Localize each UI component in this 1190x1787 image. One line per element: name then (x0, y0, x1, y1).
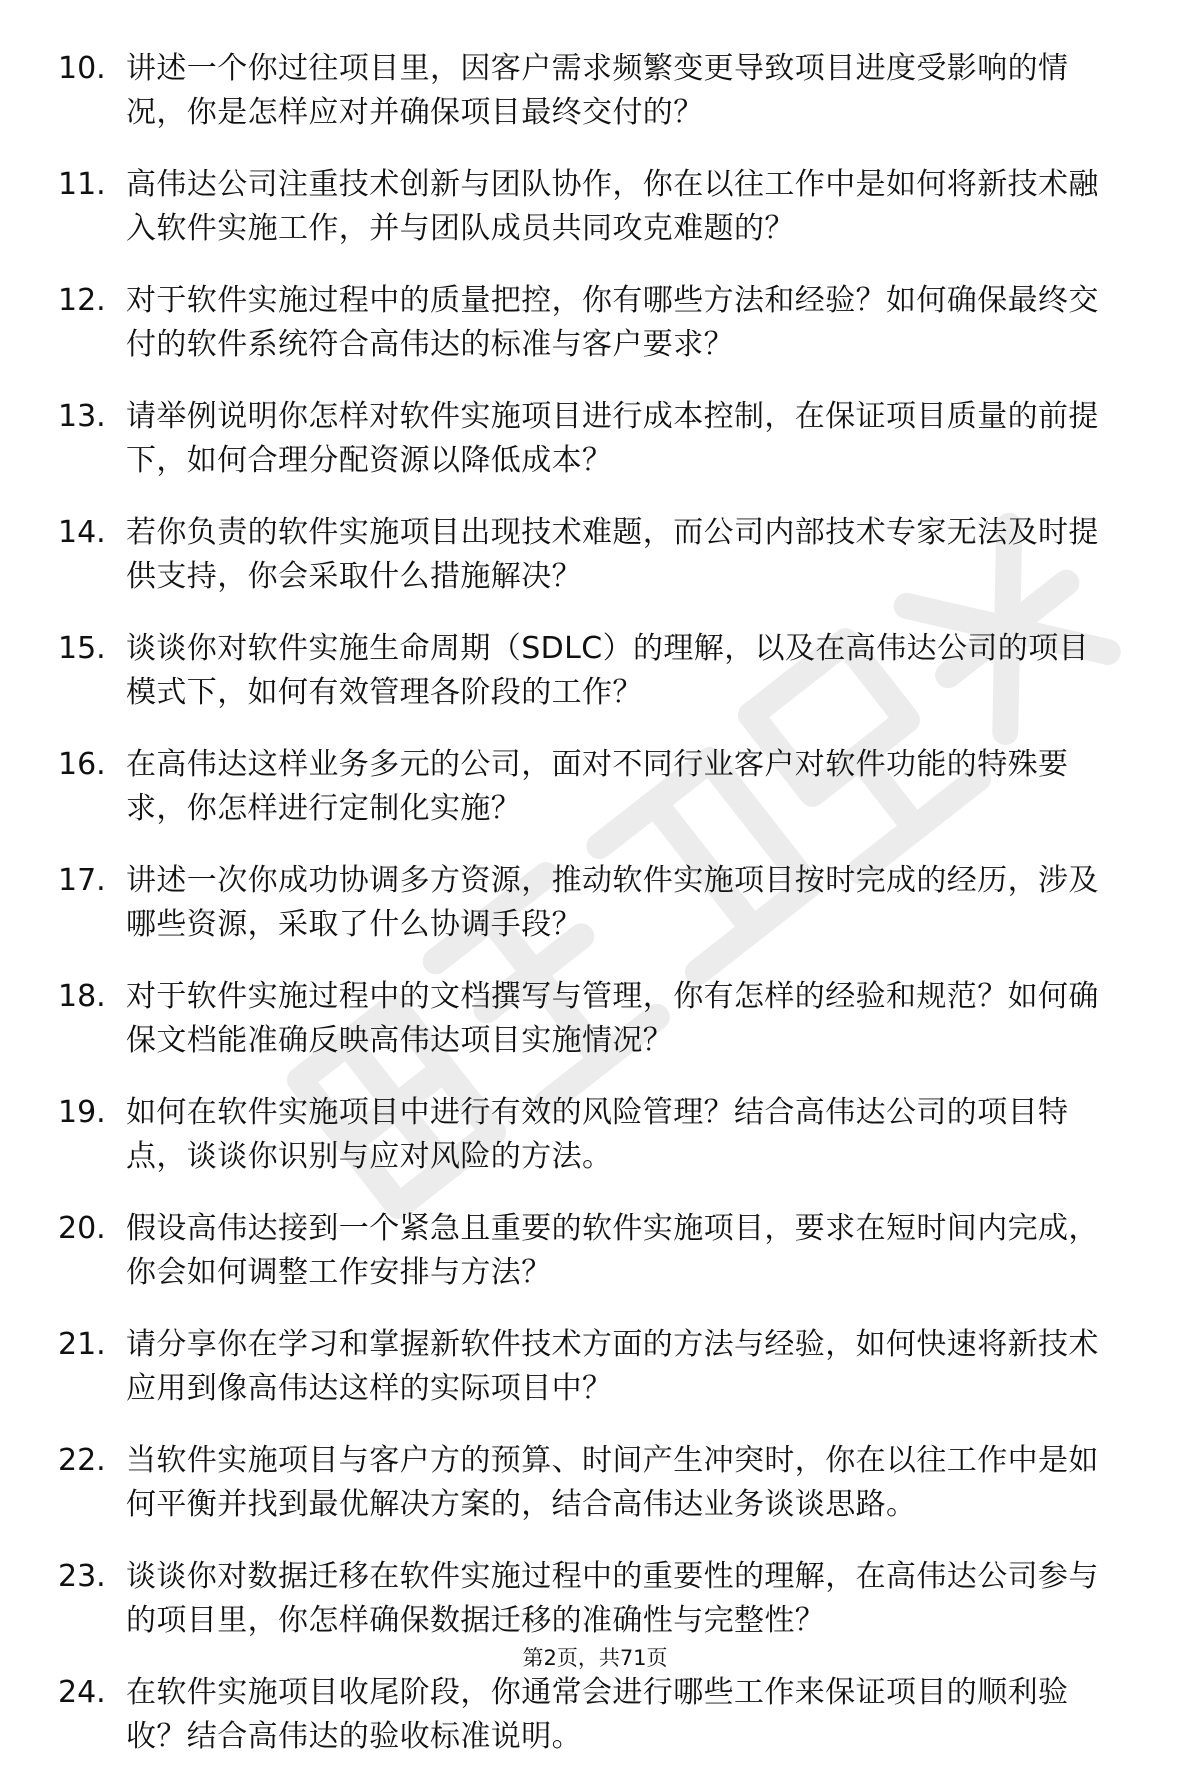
question-text: 当软件实施项目与客户方的预算、时间产生冲突时，你在以往工作中是如何平衡并找到最优解决方案的，结合高伟达业务谈谈思路。 (126, 1443, 1099, 1522)
question-text: 假设高伟达接到一个紧急且重要的软件实施项目，要求在短时间内完成，你会如何调整工作安排与方法？ (126, 1211, 1099, 1290)
question-item (58, 395, 1118, 483)
question-number: 17. (58, 863, 106, 898)
question-text: 若你负责的软件实施项目出现技术难题，而公司内部技术专家无法及时提供支持，你会采取什么措施解决？ (126, 515, 1099, 594)
question-item (58, 163, 1118, 251)
question-item (58, 1091, 1118, 1179)
question-text: 请举例说明你怎样对软件实施项目进行成本控制，在保证项目质量的前提下，如何合理分配资源以降低成本？ (126, 399, 1099, 478)
question-number: 16. (58, 747, 106, 782)
question-text: 对于软件实施过程中的文档撰写与管理，你有怎样的经验和规范？如何确保文档能准确反映高伟达项目实施情况？ (126, 979, 1099, 1058)
question-number: 22. (58, 1443, 106, 1478)
question-item (58, 1439, 1118, 1527)
question-list (58, 47, 1118, 1787)
question-number: 11. (58, 167, 106, 202)
question-item (58, 1323, 1118, 1411)
question-number: 12. (58, 283, 106, 318)
question-item (58, 1555, 1118, 1643)
question-number: 23. (58, 1559, 106, 1594)
question-item (58, 859, 1118, 947)
question-number: 15. (58, 631, 106, 666)
question-text: 对于软件实施过程中的质量把控，你有哪些方法和经验？如何确保最终交付的软件系统符合高伟达的标准与客户要求？ (126, 283, 1099, 362)
question-item (58, 1207, 1118, 1295)
question-number: 13. (58, 399, 106, 434)
question-text: 谈谈你对数据迁移在软件实施过程中的重要性的理解，在高伟达公司参与的项目里，你怎样确保数据迁移的准确性与完整性？ (126, 1559, 1099, 1638)
question-number: 14. (58, 515, 106, 550)
question-number: 10. (58, 51, 106, 86)
question-item (58, 279, 1118, 367)
question-number: 20. (58, 1211, 106, 1246)
question-number: 24. (58, 1675, 106, 1710)
question-item (58, 975, 1118, 1063)
question-number: 18. (58, 979, 106, 1014)
question-text: 讲述一次你成功协调多方资源，推动软件实施项目按时完成的经历，涉及哪些资源，采取了什么协调手段？ (126, 863, 1099, 942)
question-text: 如何在软件实施项目中进行有效的风险管理？结合高伟达公司的项目特点，谈谈你识别与应对风险的方法。 (126, 1095, 1069, 1174)
question-text: 在高伟达这样业务多元的公司，面对不同行业客户对软件功能的特殊要求，你怎样进行定制化实施？ (126, 747, 1069, 826)
page-footer: 第2页，共71页 (522, 1646, 668, 1670)
question-text: 在软件实施项目收尾阶段，你通常会进行哪些工作来保证项目的顺利验收？结合高伟达的验收标准说明。 (126, 1675, 1069, 1754)
question-text: 请分享你在学习和掌握新软件技术方面的方法与经验，如何快速将新技术应用到像高伟达这样的实际项目中？ (126, 1327, 1099, 1406)
question-text: 讲述一个你过往项目里，因客户需求频繁变更导致项目进度受影响的情况，你是怎样应对并确保项目最终交付的？ (126, 51, 1069, 130)
question-number: 19. (58, 1095, 106, 1130)
question-item (58, 47, 1118, 135)
question-item (58, 743, 1118, 831)
question-item (58, 511, 1118, 599)
question-item (58, 627, 1118, 715)
question-number: 21. (58, 1327, 106, 1362)
question-text: 高伟达公司注重技术创新与团队协作，你在以往工作中是如何将新技术融入软件实施工作，并与团队成员共同攻克难题的？ (126, 167, 1099, 246)
question-item (58, 1671, 1118, 1759)
question-text: 谈谈你对软件实施生命周期（SDLC）的理解，以及在高伟达公司的项目模式下，如何有效管理各阶段的工作？ (126, 631, 1090, 710)
